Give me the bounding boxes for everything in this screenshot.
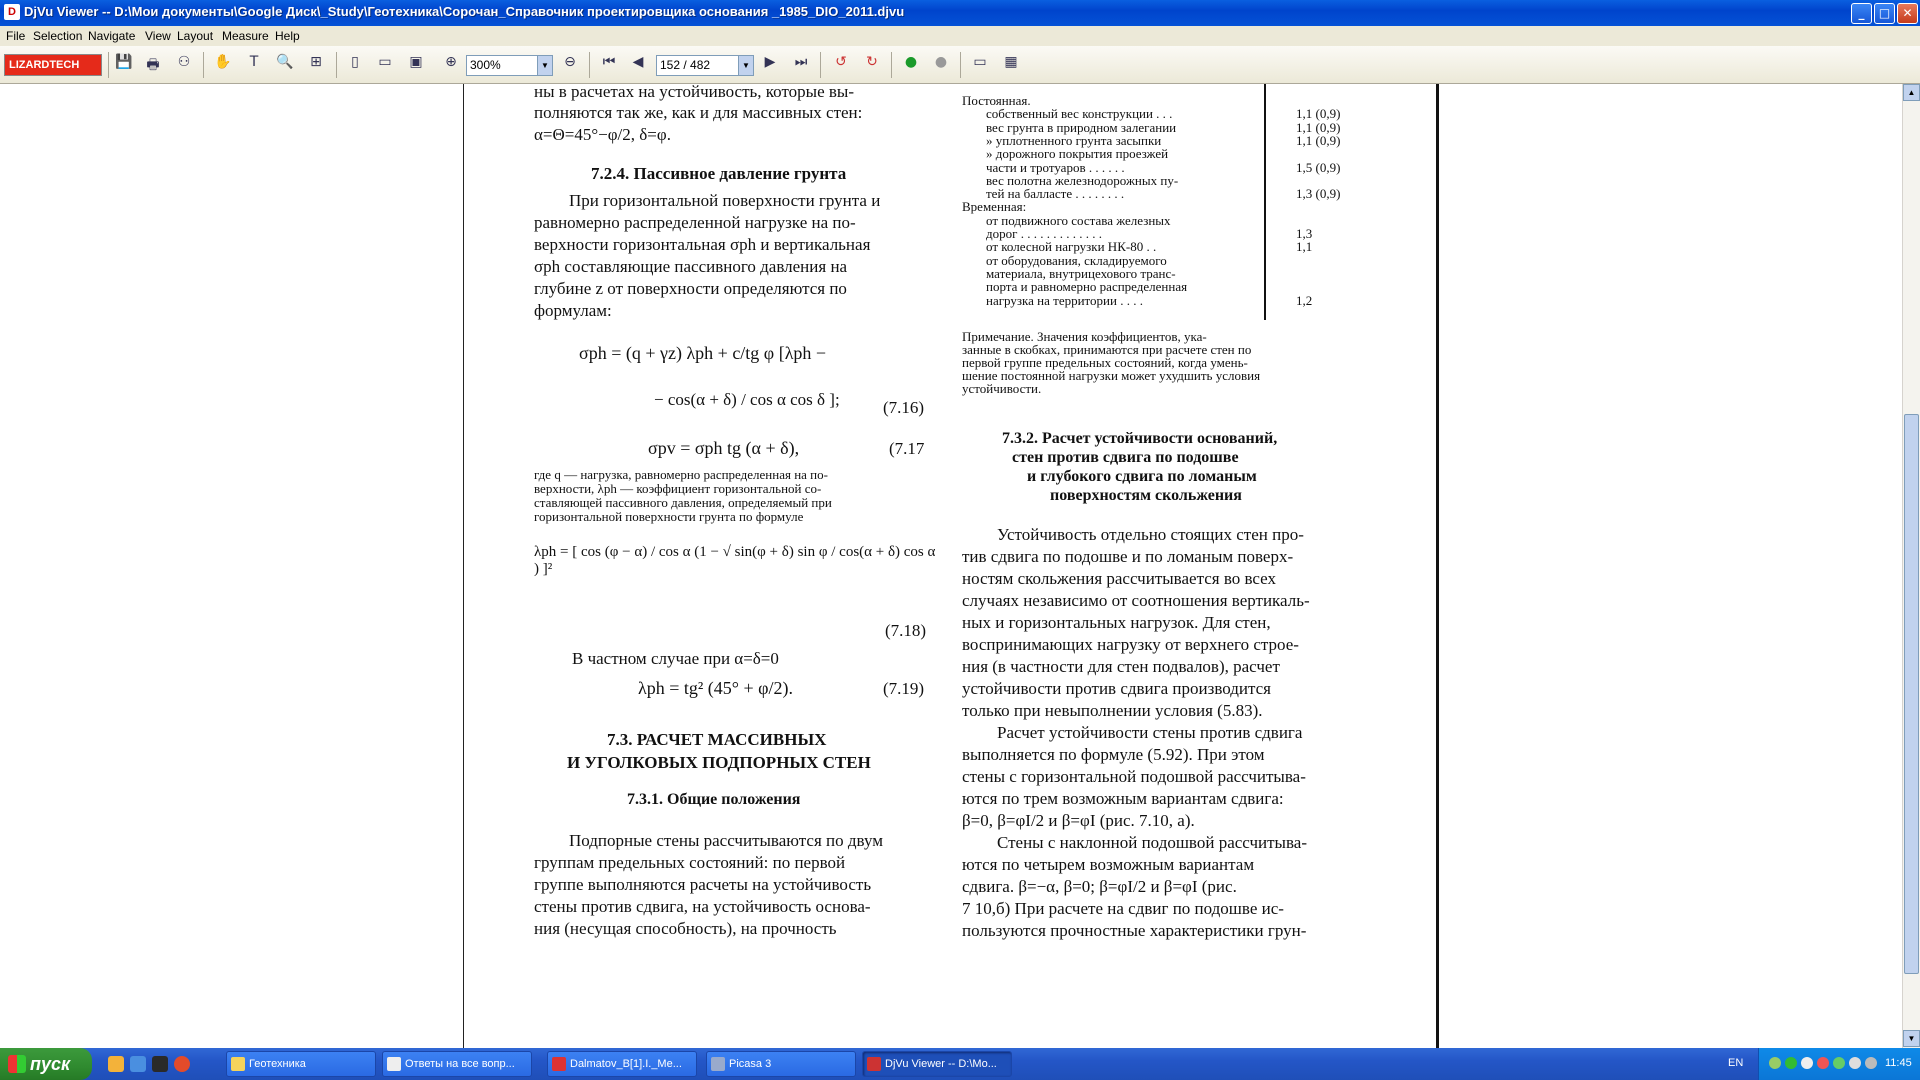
menu-help[interactable]: Help <box>275 29 300 43</box>
actual-size-icon[interactable]: ▣ <box>409 54 423 70</box>
toolbar-separator <box>820 52 821 78</box>
table-row-value: 1,3 <box>1296 226 1313 241</box>
tray-icon[interactable] <box>1833 1057 1845 1069</box>
text-line: стены с горизонтальной подошвой рассчитыва- <box>962 767 1306 786</box>
table-row-label: от колесной нагрузки НК-80 . . <box>986 239 1157 255</box>
chapter-heading: 7.3. РАСЧЕТ МАССИВНЫХ <box>607 730 827 749</box>
forward-icon[interactable]: ● <box>934 54 948 70</box>
menu-measure[interactable]: Measure <box>222 29 269 43</box>
text-line: формулам: <box>534 301 612 320</box>
table-row-label: материала, внутрицехового транс- <box>986 265 1176 281</box>
menu-layout[interactable]: Layout <box>177 29 214 43</box>
note-line: первой группе предельных состояний, когда умень- <box>962 355 1248 370</box>
zoom-tool-icon[interactable]: 🔍 <box>276 54 294 70</box>
text-line: Стены с наклонной подошвой рассчитыва- <box>997 833 1307 852</box>
toolbar-separator <box>960 52 961 78</box>
table-row-value: 1,1 (0,9) <box>1296 106 1341 122</box>
start-label: пуск <box>30 1054 71 1074</box>
formula-number: (7.16) <box>883 398 925 417</box>
menu-view[interactable]: View <box>145 29 171 43</box>
scroll-up-icon[interactable]: ▲ <box>1903 84 1920 101</box>
djvu-icon <box>867 1057 881 1071</box>
menu-bar <box>0 26 1920 46</box>
maximize-button[interactable]: □ <box>1874 3 1895 24</box>
text-line: Устойчивость отдельно стоящих стен про- <box>997 525 1304 544</box>
section-heading: 7.2.4. Пассивное давление грунта <box>591 164 847 183</box>
formula-7-19: λph = tg² (45° + φ/2). <box>638 678 794 698</box>
menu-navigate[interactable]: Navigate <box>88 29 136 43</box>
last-page-icon[interactable]: ⏭ <box>794 54 808 70</box>
taskbar <box>0 1048 1920 1080</box>
region-zoom-icon[interactable]: ⊞ <box>310 54 322 70</box>
text-line: ются по трем возможным вариантам сдвига: <box>962 789 1284 808</box>
taskbar-item-label: Ответы на все вопр... <box>405 1058 515 1070</box>
chevron-down-icon[interactable]: ▼ <box>537 56 552 75</box>
page-combo[interactable] <box>656 55 754 76</box>
folder-icon <box>231 1057 245 1071</box>
close-button[interactable]: ✕ <box>1897 3 1918 24</box>
minimize-button[interactable]: _ <box>1851 3 1872 24</box>
text-line: случаях независимо от соотношения вертикаль- <box>962 591 1310 610</box>
windows-logo-icon <box>8 1055 26 1073</box>
tray-icon[interactable] <box>1817 1057 1829 1069</box>
table-row-value: 1,5 (0,9) <box>1296 159 1341 175</box>
taskbar-item-label: DjVu Viewer -- D:\Mo... <box>885 1058 997 1070</box>
text-select-icon[interactable]: T <box>249 54 259 70</box>
formula-number: (7.19) <box>883 679 925 698</box>
table-row-label: тей на балласте . . . . . . . . <box>986 186 1125 202</box>
toolbar <box>0 46 1920 84</box>
text-line: ны в расчетах на устойчивость, которые вы- <box>534 84 854 101</box>
print-icon[interactable]: 🖶 <box>146 57 160 73</box>
table-row-label: собственный вес конструкции . . . <box>986 106 1173 122</box>
section-heading: 7.3.2. Расчет устойчивости оснований, <box>1002 430 1278 447</box>
note-line: устойчивости. <box>962 381 1042 396</box>
table-row-value: 1,3 (0,9) <box>1296 186 1341 202</box>
tray-icon[interactable] <box>1785 1057 1797 1069</box>
table-row-label: Постоянная. <box>962 93 1031 108</box>
text-line: выполняется по формуле (5.92). При этом <box>962 745 1265 764</box>
formula-7-18: λph = [ cos (φ − α) / cos α (1 − √ sin(φ + δ) sin φ / cos(α + δ) cos α ) ]² <box>534 544 936 577</box>
back-icon[interactable]: ● <box>904 54 918 70</box>
text-line: верхности горизонтальная σph и вертикальная <box>534 235 871 254</box>
table-row-label: Временная: <box>962 199 1027 215</box>
fit-page-icon[interactable]: ▯ <box>351 54 359 70</box>
formula-number: (7.17 <box>889 439 925 458</box>
text-line: ния (в частности для стен подвалов), расчет <box>962 657 1280 676</box>
taskbar-item-label: Dalmatov_B[1].I._Me... <box>570 1058 682 1070</box>
vertical-scrollbar[interactable] <box>1902 84 1920 1048</box>
text-line: равномерно распределенной нагрузке на по- <box>534 213 856 232</box>
taskbar-item-label: Геотехника <box>249 1058 306 1070</box>
text-line: В частном случае при α=δ=0 <box>572 649 779 668</box>
quicklaunch-chrome-icon[interactable] <box>174 1056 190 1072</box>
table-row-label: от подвижного состава железных <box>986 212 1171 228</box>
taskbar-item[interactable] <box>382 1051 532 1077</box>
quicklaunch-desktop-icon[interactable] <box>152 1056 168 1072</box>
hand-tool-icon[interactable]: ✋ <box>214 54 232 70</box>
document-viewport[interactable] <box>0 84 1902 1048</box>
text-line: Подпорные стены рассчитываются по двум <box>569 831 883 850</box>
picasa-icon <box>711 1057 725 1071</box>
formula-7-16-top: σph = (q + γz) λph + c/tg φ [λph − <box>579 343 827 363</box>
tray-icon[interactable] <box>1865 1057 1877 1069</box>
text-line: ются по четырем возможным вариантам <box>962 855 1255 874</box>
taskbar-item[interactable] <box>547 1051 697 1077</box>
toolbar-separator <box>891 52 892 78</box>
toolbar-separator <box>203 52 204 78</box>
formula-number: (7.18) <box>885 621 927 640</box>
section-heading: 7.3.1. Общие положения <box>627 791 801 808</box>
text-line: тив сдвига по подошве и по ломаным поверх- <box>962 547 1294 566</box>
table-divider <box>1264 84 1266 320</box>
text-line: ных и горизонтальных нагрузок. Для стен, <box>962 613 1271 632</box>
chevron-down-icon[interactable]: ▼ <box>738 56 753 75</box>
quicklaunch-folder-icon[interactable] <box>108 1056 124 1072</box>
text-line: σph составляющие пассивного давления на <box>534 257 848 276</box>
table-row-label: дорог . . . . . . . . . . . . . <box>986 226 1102 241</box>
text-line: верхности, λph — коэффициент горизонтальной со- <box>534 481 822 496</box>
chapter-heading: И УГОЛКОВЫХ ПОДПОРНЫХ СТЕН <box>567 753 871 772</box>
taskbar-item-label: Picasa 3 <box>729 1058 772 1070</box>
save-icon[interactable]: 💾 <box>115 54 133 70</box>
text-line: 7 10,б) При расчете на сдвиг по подошве ис- <box>962 899 1284 918</box>
quicklaunch-ie-icon[interactable] <box>130 1056 146 1072</box>
language-indicator[interactable]: EN <box>1728 1057 1744 1069</box>
formula-7-16-bottom: − cos(α + δ) / cos α cos δ ]; <box>654 390 840 409</box>
table-row-value: 1,1 <box>1296 239 1313 255</box>
table-row-label: » уплотненного грунта засыпки <box>986 132 1162 148</box>
fit-width-icon[interactable]: ▭ <box>378 54 392 70</box>
pdf-icon <box>552 1057 566 1071</box>
rotate-left-icon[interactable]: ↺ <box>835 54 847 70</box>
window-title: DjVu Viewer -- D:\Мои документы\Google Диск\_Study\Геотехника\Сорочан_Справочник проектировщика основания _1985_DIO_2011.djvu <box>24 4 905 19</box>
next-page-icon[interactable]: ▶ <box>764 54 776 70</box>
toolbar-separator <box>108 52 109 78</box>
title-bar <box>0 0 1920 26</box>
table-row-label: вес грунта в природном залегании <box>986 119 1177 135</box>
table-row-value: 1,1 (0,9) <box>1296 119 1341 135</box>
text-line: глубине z от поверхности определяются по <box>534 279 847 298</box>
lizardtech-logo: LIZARDTECH <box>4 54 102 76</box>
taskbar-item[interactable] <box>226 1051 376 1077</box>
first-page-icon[interactable]: ⏮ <box>602 54 616 70</box>
djvu-app-icon: D <box>4 4 20 20</box>
note-line: шение постоянной нагрузки может ухудшить условия <box>962 368 1261 383</box>
tray-icon[interactable] <box>1801 1057 1813 1069</box>
rotate-right-icon[interactable]: ↻ <box>866 54 878 70</box>
text-line: группе выполняются расчеты на устойчивость <box>534 875 872 894</box>
table-row-value: 1,2 <box>1296 292 1313 308</box>
menu-selection[interactable]: Selection <box>33 29 83 43</box>
note-line: занные в скобках, принимаются при расчете стен по <box>962 342 1252 357</box>
text-line: α=Θ=45°−φ/2, δ=φ. <box>534 125 671 144</box>
text-line: β=0, β=φI/2 и β=φI (рис. 7.10, a). <box>962 811 1195 830</box>
table-row-label: порта и равномерно распределенная <box>986 279 1188 295</box>
binoculars-icon[interactable]: ⚇ <box>177 54 191 70</box>
section-heading: стен против сдвига по подошве <box>1012 449 1239 466</box>
text-line: При горизонтальной поверхности грунта и <box>569 191 881 210</box>
text-line: горизонтальной поверхности грунта по формуле <box>534 509 804 524</box>
previous-page-icon[interactable]: ◀ <box>632 54 644 70</box>
text-line: ностям скольжения рассчитывается во всех <box>962 569 1276 588</box>
zoom-in-icon[interactable]: ⊕ <box>445 54 457 70</box>
toolbar-separator <box>336 52 337 78</box>
section-heading: и глубокого сдвига по ломаным <box>1027 468 1257 485</box>
menu-file[interactable]: File <box>6 29 26 43</box>
text-line: группам предельных состояний: по первой <box>534 853 846 872</box>
scroll-thumb[interactable] <box>1904 414 1919 974</box>
table-row-value: 1,1 (0,9) <box>1296 132 1341 148</box>
table-row-label: нагрузка на территории . . . . <box>986 292 1143 308</box>
text-line: стены против сдвига, на устойчивость основа- <box>534 897 871 916</box>
text-line: ния (несущая способность), на прочность <box>534 919 837 938</box>
text-line: где q — нагрузка, равномерно распределенная на по- <box>534 467 828 482</box>
system-tray <box>1758 1048 1920 1080</box>
taskbar-item[interactable] <box>706 1051 856 1077</box>
text-line: сдвига. β=−α, β=0; β=φI/2 и β=φI (рис. <box>962 877 1237 896</box>
page-value: 152 / 482 <box>660 58 711 72</box>
scroll-down-icon[interactable]: ▼ <box>1903 1030 1920 1047</box>
document-icon <box>387 1057 401 1071</box>
formula-7-17: σpv = σph tg (α + δ), <box>648 438 800 458</box>
note-line: Примечание. Значения коэффициентов, ука- <box>962 329 1207 344</box>
text-line: ставляющей пассивного давления, определяемый при <box>534 495 832 510</box>
single-page-icon[interactable]: ▭ <box>973 54 987 70</box>
clock: 11:45 <box>1885 1057 1912 1069</box>
start-button[interactable] <box>0 1048 92 1080</box>
volume-icon[interactable] <box>1849 1057 1861 1069</box>
table-row-label: от оборудования, складируемого <box>986 252 1167 268</box>
text-line: пользуются прочностные характеристики грун- <box>962 921 1307 940</box>
text-line: полняются так же, как и для массивных стен: <box>534 103 863 122</box>
text-line: воспринимающих нагрузку от верхнего строе- <box>962 635 1299 654</box>
table-row-label: » дорожного покрытия проезжей <box>986 146 1169 162</box>
document-page <box>463 84 1439 1048</box>
table-row-label: части и тротуаров . . . . . . <box>986 159 1125 175</box>
taskbar-item-active[interactable] <box>862 1051 1012 1077</box>
text-line: Расчет устойчивости стены против сдвига <box>997 723 1303 742</box>
table-row-label: вес полотна железнодорожных пу- <box>986 172 1179 188</box>
text-line: устойчивости против сдвига производится <box>962 679 1271 698</box>
text-line: только при невыполнении условия (5.83). <box>962 701 1263 720</box>
zoom-combo[interactable] <box>466 55 553 76</box>
zoom-out-icon[interactable]: ⊖ <box>564 54 576 70</box>
tray-icon[interactable] <box>1769 1057 1781 1069</box>
toolbar-separator <box>589 52 590 78</box>
thumbnails-icon[interactable]: ▦ <box>1004 54 1018 70</box>
section-heading: поверхностям скольжения <box>1050 487 1242 504</box>
zoom-value: 300% <box>470 58 501 72</box>
